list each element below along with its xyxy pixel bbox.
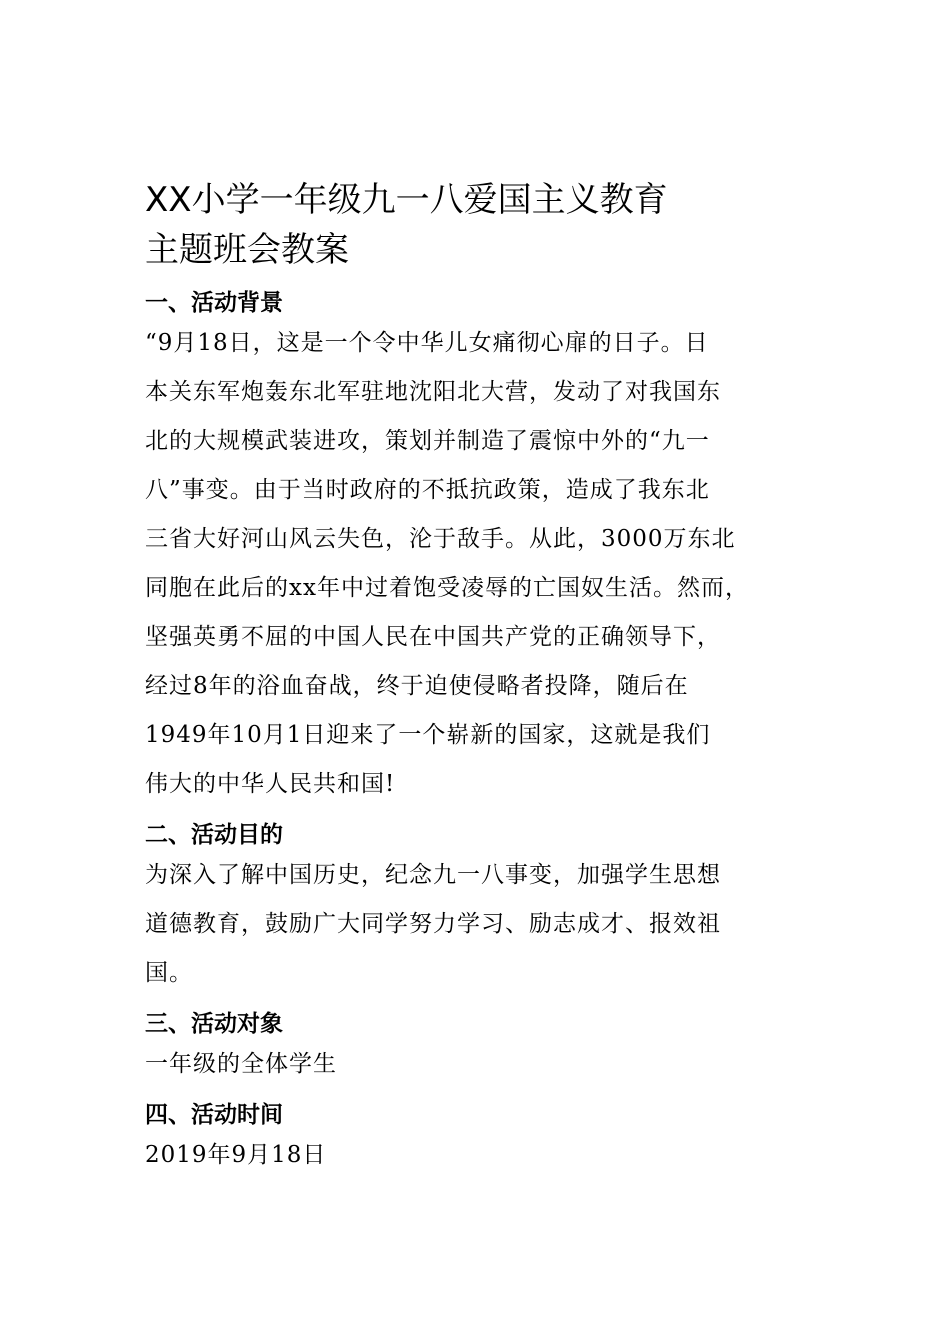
section-paragraph — [145, 1131, 835, 1180]
paragraph-line: 三省大好河山风云失色，沦于敌手。从此，3000万东北 — [145, 526, 736, 552]
document-page — [145, 175, 835, 1180]
section-paragraph — [145, 851, 835, 998]
paragraph-line: 八”事变。由于当时政府的不抵抗政策，造成了我东北 — [145, 477, 710, 503]
paragraph-line: 本关东军炮轰东北军驻地沈阳北大营，发动了对我国东 — [145, 379, 721, 405]
section-paragraph — [145, 1040, 835, 1089]
document-title — [145, 175, 835, 275]
section-background — [145, 279, 835, 809]
paragraph-line: 经过8年的浴血奋战，终于迫使侵略者投降，随后在 — [145, 673, 689, 699]
paragraph-line: “9月18日，这是一个令中华儿女痛彻心扉的日子。日 — [145, 330, 709, 356]
section-heading: 一、活动背景 — [145, 290, 283, 316]
paragraph-line: 同胞在此后的xx年中过着饱受凌辱的亡国奴生活。然而， — [145, 575, 749, 601]
section-heading: 三、活动对象 — [145, 1011, 283, 1037]
paragraph-line: 1949年10月1日迎来了一个崭新的国家，这就是我们 — [145, 722, 711, 748]
paragraph-line: 伟大的中华人民共和国! — [145, 771, 396, 797]
paragraph-line: 2019年9月18日 — [145, 1142, 327, 1168]
section-time — [145, 1091, 835, 1180]
title-line: 主题班会教案 — [145, 230, 349, 270]
section-heading: 四、活动时间 — [145, 1102, 283, 1128]
paragraph-line: 道德教育，鼓励广大同学努力学习、励志成才、报效祖 — [145, 911, 721, 937]
paragraph-line: 北的大规模武装进攻，策划并制造了震惊中外的“九一 — [145, 428, 710, 454]
paragraph-line: 一年级的全体学生 — [145, 1051, 337, 1077]
paragraph-line: 国。 — [145, 960, 193, 986]
section-purpose — [145, 811, 835, 998]
section-paragraph — [145, 319, 835, 809]
section-audience — [145, 1000, 835, 1089]
title-line: XX小学一年级九一八爱国主义教育 — [145, 180, 668, 220]
paragraph-line: 为深入了解中国历史，纪念九一八事变，加强学生思想 — [145, 862, 721, 888]
section-heading: 二、活动目的 — [145, 822, 283, 848]
paragraph-line: 坚强英勇不屈的中国人民在中国共产党的正确领导下， — [145, 624, 721, 650]
